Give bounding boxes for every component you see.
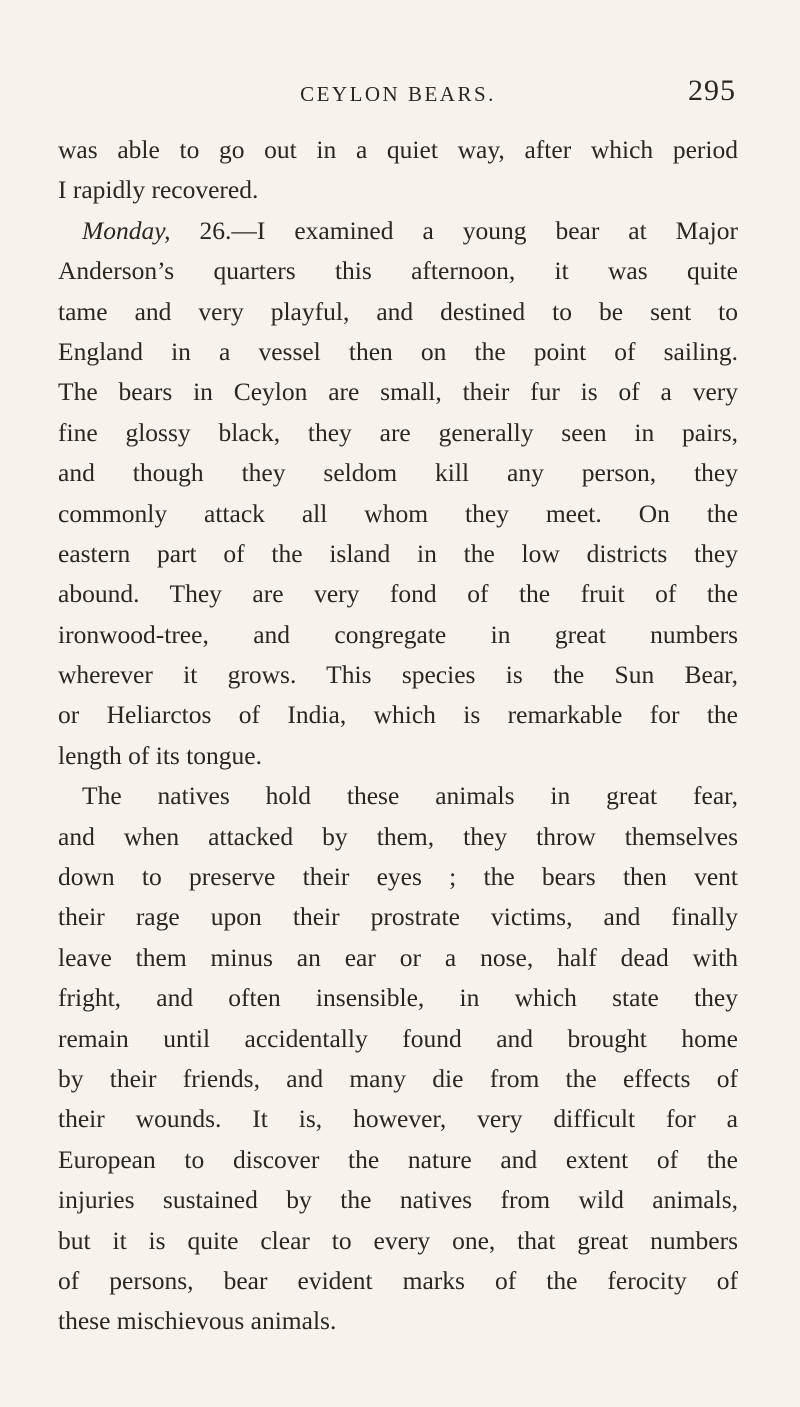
date-italic: Monday, [82, 215, 171, 245]
text-line: down to preserve their eyes ; the bears then vent [58, 862, 738, 892]
text-line: remain until accidentally found and brought home [58, 1023, 738, 1053]
text-line: commonly attack all whom they meet. On the [58, 498, 738, 528]
text-line: abound. They are very fond of the fruit of the [58, 579, 738, 609]
running-head [60, 76, 736, 110]
text-line: eastern part of the island in the low districts they [58, 538, 738, 568]
text-line: of persons, bear evident marks of the ferocity of [58, 1265, 738, 1295]
text-line: wherever it grows. This species is the Sun Bear, [58, 660, 738, 690]
page-number: 295 [688, 74, 736, 107]
text-line: European to discover the nature and extent of the [58, 1144, 738, 1174]
text-line: tame and very playful, and destined to be sent to [58, 296, 738, 326]
text-line: The natives hold these animals in great fear, [82, 781, 738, 811]
text-line: was able to go out in a quiet way, after which period [58, 135, 738, 164]
text-line: or Heliarctos of India, which is remarkable for the [58, 700, 738, 730]
text-line: their wounds. It is, however, very difficult for a [58, 1104, 738, 1134]
text-line: and though they seldom kill any person, they [58, 458, 738, 488]
text-line [58, 211, 738, 251]
text-line: and when attacked by them, they throw themselves [58, 821, 738, 851]
text-line: Anderson’s quarters this afternoon, it was quite [58, 256, 738, 286]
body-text [58, 130, 738, 1342]
text-line: leave them minus an ear or a nose, half dead with [58, 942, 738, 972]
text-line: their rage upon their prostrate victims, and finally [58, 902, 738, 932]
text-line: by their friends, and many die from the effects of [58, 1063, 738, 1093]
text-line: I rapidly recovered. [58, 175, 259, 205]
running-title: CEYLON BEARS. [300, 82, 496, 106]
text-line: these mischievous animals. [58, 1306, 337, 1336]
text-line: fright, and often insensible, in which state they [58, 983, 738, 1013]
text-line: The bears in Ceylon are small, their fur is of a very [58, 377, 738, 407]
text-line: ironwood-tree, and congregate in great numbers [58, 619, 738, 649]
text-line-rest: 26.—I examined a young bear at Major [199, 215, 738, 245]
text-line: England in a vessel then on the point of sailing. [58, 336, 738, 366]
text-line: but it is quite clear to every one, that great numbers [58, 1225, 738, 1255]
text-line: length of its tongue. [58, 740, 262, 770]
text-line: injuries sustained by the natives from wild animals, [58, 1185, 738, 1215]
text-line: fine glossy black, they are generally seen in pairs, [58, 417, 738, 447]
